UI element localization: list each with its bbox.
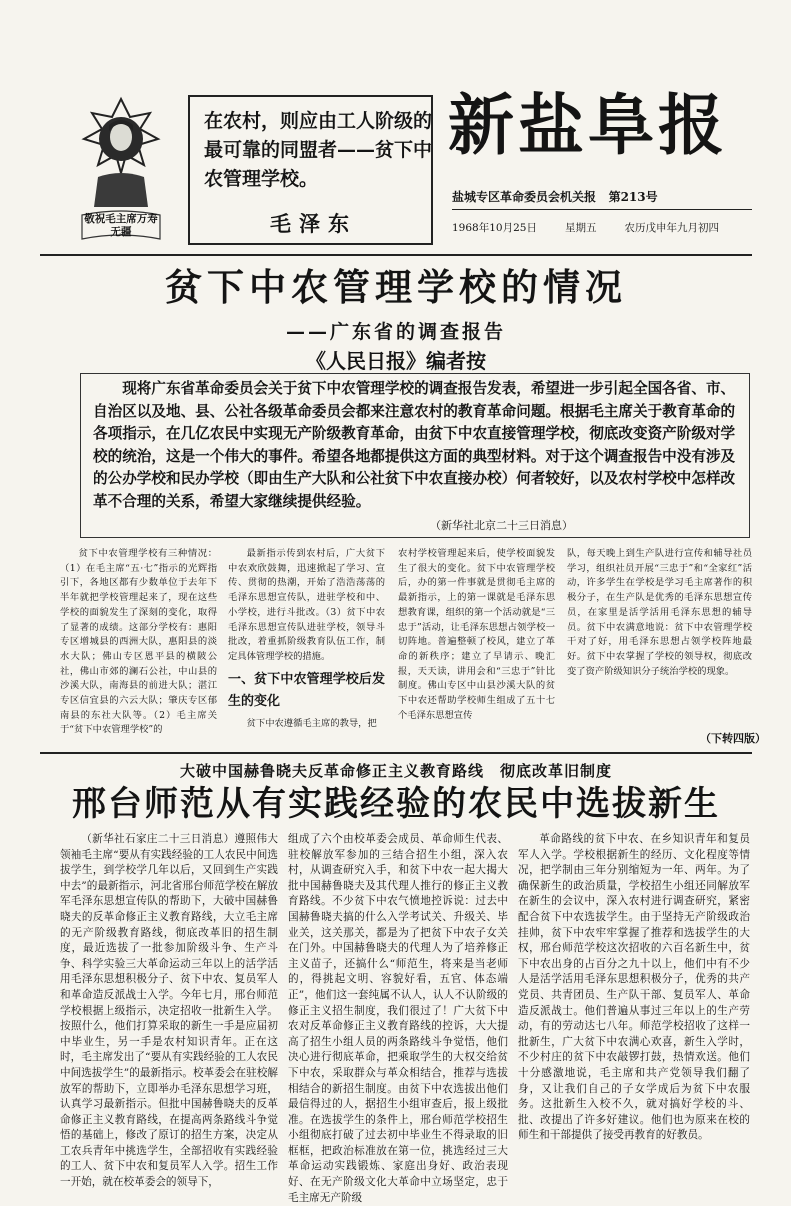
dateline [452, 220, 782, 236]
mao-portrait [78, 95, 164, 245]
newspaper-title: 新盐阜报 [448, 86, 728, 164]
section-heading: 一、贫下中农管理学校后发生的变化 [228, 671, 385, 709]
editor-note-heading: 《人民日报》编者按 [306, 349, 486, 373]
article2-column-1: （新华社石家庄二十三日消息）遵照伟大领袖毛主席“要从有实践经验的工人农民中间选拔学生，到学校学几年以后，又回到生产实践中去”的最新指示，河北省邢台师范学校在解放军毛泽东思想宣传队的帮助下，大破中国赫鲁晓夫的反革命修正主义教育路线，大立毛主席的无产阶级教育路线，彻底改革旧的招生制度，最近选拔了一批参加阶级斗争、生产斗争、科学实验三大革命运动三年以上的活学活用毛泽东思想积极分子、贫下中农、复员军人和革命造反派战士入学。今年七月，邢台师范学校根据上级指示，决定招收一批新生入学。按照什么，他们打算采取的新生一手是应届初中毕业生，另一手是农村知识青年。正在这时，毛主席发出了“要从有实践经验的工人农民中间选拔学生”的最新指示。校革委会在驻校解放军的帮助下，立即举办毛泽东思想学习班，认真学习最新指示。但批中国赫鲁晓夫的反革命修正主义教育路线，在提高两条路线斗争觉悟的基础上，修改了原订的招生方案，决定从工农兵青年中挑选学生，全部招收有实践经验的工人、贫下中农和复员军人入学。招生工作一开始，就在校革委会的领导下， [60, 833, 278, 1189]
article1-column-4: 队，每天晚上到生产队进行宣传和辅导社员学习，组织社员开展“三忠于”和“全家红”活动，许多学生在学校是学习毛主席著作的积极分子，在生产队是优秀的毛泽东思想宣传员，在家里是活学活用毛泽东思想的辅导员。贫下中农满意地说：贫下中农管理学校干对了好，用毛泽东思想占领学校阵地最好。贫下中农掌握了学校的领导权，彻底改变了资产阶级知识分子统治学校的现象。 [567, 548, 752, 677]
article1-column-2-tail: 贫下中农遵循毛主席的教导，把 [246, 717, 377, 729]
mid-rule [40, 752, 752, 754]
lunar-date: 农历戊申年九月初四 [624, 222, 719, 234]
article1-column-2-text: 最新指示传到农村后，广大贫下中农欢欣鼓舞，迅速掀起了学习、宣传、贯彻的热潮，开始了浩浩荡荡的毛泽东思想宣传队，进驻学校和中、小学校，进行斗批改。（3）贫下中农毛泽东思想宣传队进驻学校，领导斗批改，着重抓阶级教育队伍工作，制定具体管理学校的措施。 [228, 548, 385, 662]
editor-note-source: （新华社北京二十三日消息） [430, 519, 573, 532]
article2-column-2: 组成了六个由校革委会成员、革命师生代表、驻校解放军参加的三结合招生小组，深入农村，从调查研究入手，和贫下中农一起大揭大批中国赫鲁晓夫及其代理人推行的修正主义教育路线。不少贫下中农气愤地控诉说：过去中国赫鲁晓夫搞的什么入学考试关、升级关、毕业关，这关那关，都是为了把贫下中农子女关在门外。中国赫鲁晓夫的代理人为了培养修正主义苗子，还搞什么“师范生，将来是当老师的，得挑起文明、容貌好看，五官、体态端正”，他们这一套纯属不认人，认人不认阶级的修正主义招生制度，我们很过了！广大贫下中农对反革命修正主义教育路线的控诉，大大提高了招生小组人员的两条路线斗争觉悟，他们决心进行彻底革命，把乘取学生的大权交给贫下中农，采取群众与革众相结合，推荐与选拔相结合的新招生制度。由贫下中农选拔出他们最信得过的人，据招生小组审查后，报上级批准。在选拔学生的条件上，邢台师范学校招生小组彻底打破了过去初中毕业生不得录取的旧框框，把政治标准放在第一位，挑选经过三大革命运动实践锻炼、家庭出身好、政治表现好、在无产阶级文化大革命中立场坚定，忠于毛主席无产阶级 [288, 833, 508, 1204]
article2-column-3: 革命路线的贫下中农、在乡知识青年和复员军人入学。学校根据新生的经历、文化程度等情况，把学制由三年分别缩短为一年、两年。为了确保新生的政治质量，学校招生小组还同解放军在新生的会议中，深入农村进行调查研究，紧密配合贫下中农选拔学生。由于坚持无产阶级政治挂帅，贫下中农牢牢掌握了推荐和选拔学生的大权，邢台师范学校这次招收的六百名新生中，贫下中农出身的占百分之九十以上，他们中有不少人是活学活用毛泽东思想积极分子，优秀的共产党员、共青团员、生产队干部、复员军人、革命造反派战士。他们普遍从事过三年以上的生产劳动，有的劳动达七八年。师范学校招收了这样一批新生，广大贫下中农满心欢喜，新生入学时，不少村庄的贫下中农敲锣打鼓，热情欢送。他们十分感激地说，毛主席和共产党领导我们翻了身，又让我们自己的子女学成后为贫下中农服务。这批新生入校不久，就对搞好学校的斗、批、改提出了许多好建议。他们也为原来在校的师生和干部提供了接受再教育的好教员。 [518, 833, 750, 1142]
issue-number: 第213号 [608, 190, 658, 204]
date: 1968年10月25日 [452, 222, 537, 234]
portrait-caption: 敬祝毛主席万寿无疆 [84, 213, 158, 238]
mao-quote-box [188, 95, 433, 245]
publisher: 盐城专区革命委员会机关报 [452, 190, 597, 204]
article1-title: 贫下中农管理学校的情况 [165, 265, 627, 309]
publisher-line [452, 188, 782, 206]
top-rule [40, 254, 752, 256]
weekday: 星期五 [564, 222, 597, 234]
article1-subtitle: ——广东省的调查报告 [285, 321, 506, 343]
quote-text: 在农村，则应由工人阶级的最可靠的同盟者——贫下中农管理学校。 [204, 110, 433, 190]
quote-signature: 毛泽东 [270, 211, 357, 236]
article2-title: 邢台师范从有实践经验的农民中选拔新生 [72, 784, 720, 824]
article1-column-1: 贫下中农管理学校有三种情况：（1）在毛主席“五·七”指示的光辉指引下，各地区都有少数单位于去年下半年就把学校管理起来了，现在这些学校的面貌发生了深刻的变化，取得了显著的成绩。这部分学校有：惠阳专区增城县的西洲大队，惠阳县的淡水大队；佛山专区恩平县的横陂公社，佛山市郊的澜石公社，中山县的沙溪大队，南海县的前进大队；湛江专区信宜县的六云大队；肇庆专区郁南县的东社大队等。（2）毛主席关于“贫下中农管理学校”的 [60, 548, 217, 736]
article1-column-2 [228, 547, 385, 752]
article2-kicker: 大破中国赫鲁晓夫反革命修正主义教育路线 彻底改革旧制度 [179, 762, 612, 780]
editor-note: 现将广东省革命委员会关于贫下中农管理学校的调查报告发表，希望进一步引起全国各省、市、自治区以及地、县、公社各级革命委员会都来注意农村的教育革命问题。根据毛主席关于教育革命的各项指示，在几亿农民中实现无产阶级教育革命，由贫下中农直接管理学校，彻底改变资产阶级对学校的统治，这是一个伟大的事件。希望各地都提供这方面的典型材料。对于这个调查报告中没有涉及的公办学校和民办学校（即由生产大队和公社贫下中农直接办校）何者较好，以及农村学校中怎样改革不合理的关系，希望大家继续提供经验。 [80, 373, 750, 538]
continued-note: （下转四版） [700, 732, 766, 745]
article1-column-3: 农村学校管理起来后，使学校面貌发生了很大的变化。贫下中农管理学校后，办的第一件事就是贯彻毛主席的最新指示，上的第一课就是毛泽东思想教育课，组织的第一个活动就是“三忠于”活动，让毛泽东思想占领学校一切阵地。普遍整顿了校风，建立了革命的新秩序；建立了早请示、晚汇报，天天读，讲用会和“三忠于”针比制度。佛山专区中山县沙溪大队的贫下中农还帮助学校师生组成了五十七个毛泽东思想宣传 [398, 548, 555, 721]
masthead-rule [452, 209, 752, 210]
